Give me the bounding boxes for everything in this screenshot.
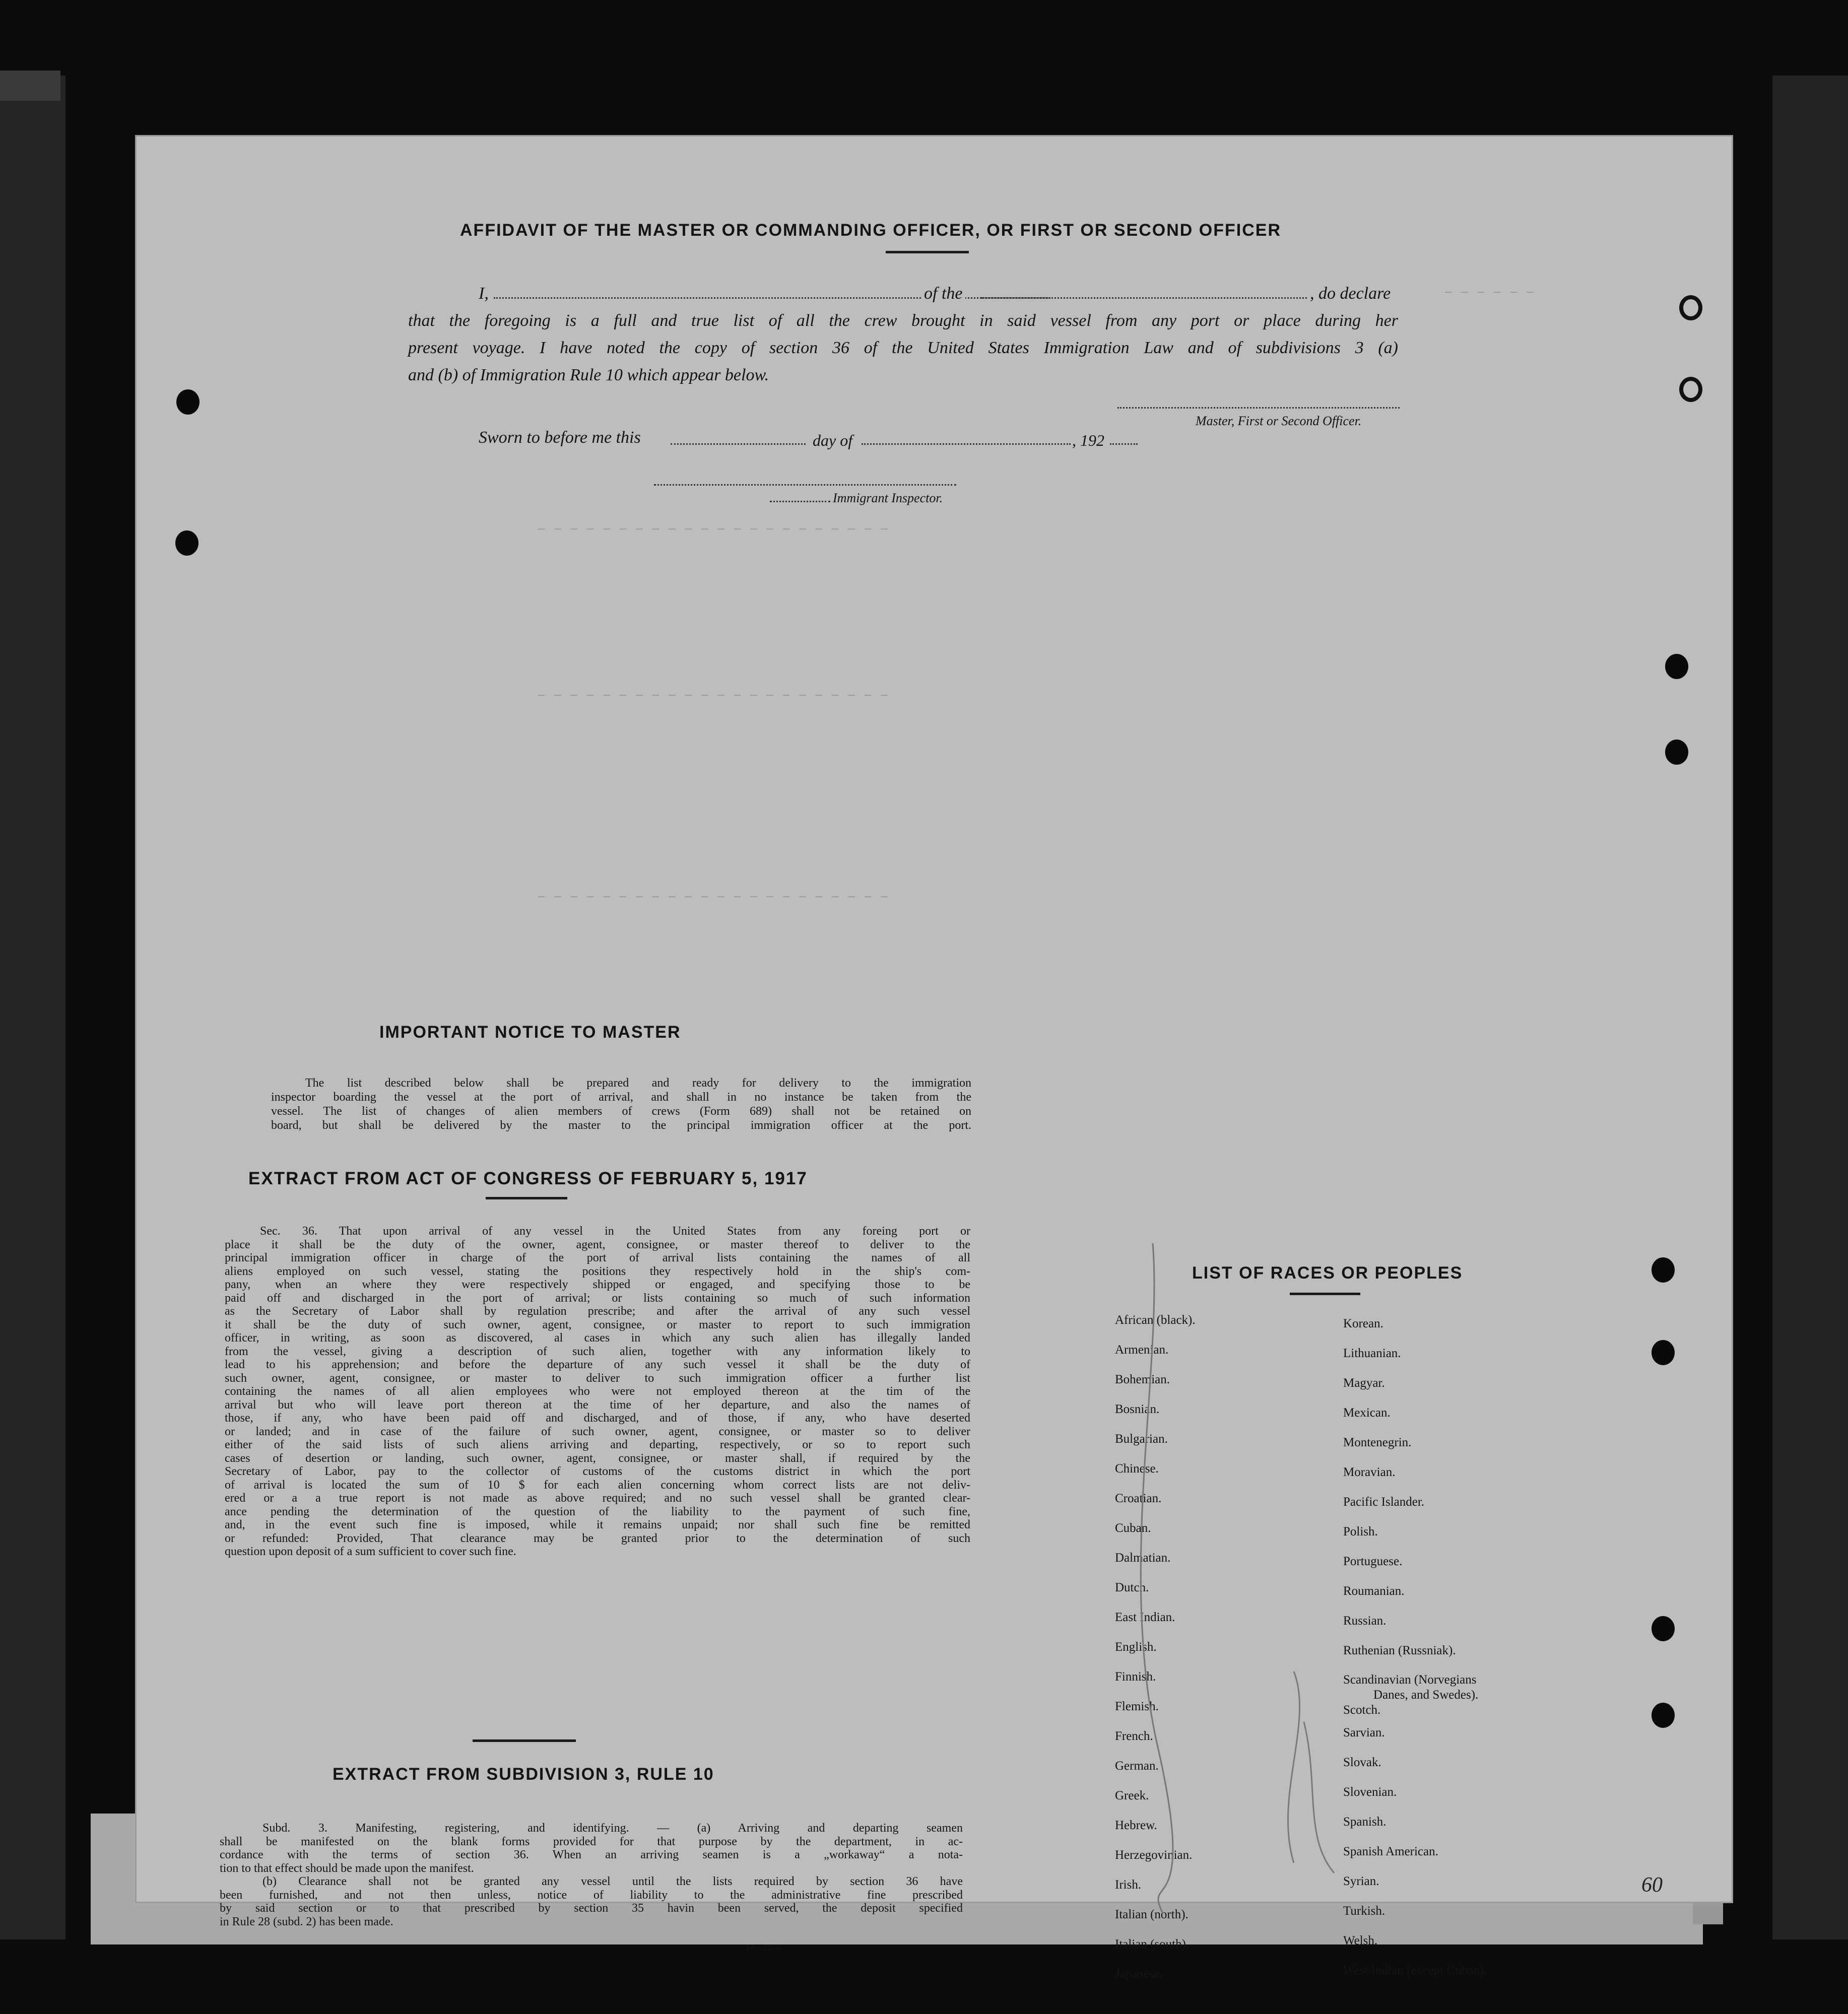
rule-line: tion to that effect should be made upon the manifest. [220, 1861, 474, 1875]
scan-border-left [0, 76, 65, 1939]
rule-line: (b) Clearance shall not be granted any vessel until the lists required by section 36 have [262, 1875, 963, 1888]
race-item: Scandinavian (Norvegians [1343, 1673, 1477, 1687]
notice-line: The list described below shall be prepared and ready for delivery to the immigration [305, 1077, 971, 1090]
affidavit-of-the: of the [921, 284, 965, 303]
affidavit-line-4: and (b) of Immigration Rule 10 which appear below. [408, 366, 769, 384]
punch-hole [175, 530, 199, 556]
race-item: Spanish. [1343, 1815, 1387, 1829]
act-line: Sec. 36. That upon arrival of any vessel in the United States from any foreing port or [260, 1225, 970, 1238]
inspector-label: Immigrant Inspector. [833, 491, 943, 505]
race-item: Ruthenian (Russniak). [1343, 1644, 1456, 1657]
race-item: Italian (north). [1115, 1908, 1189, 1921]
year-blank [1110, 443, 1138, 445]
act-text [225, 1225, 970, 1559]
act-line: from the vessel, giving a description of such alien, together with any information likely to [225, 1345, 970, 1358]
notice-line: vessel. The list of changes of alien members of crews (Form 689) shall not be retained on [271, 1105, 971, 1118]
act-line: of arrival is located the sum of 10 $ for each alien concerning whom correct lists are not deliv- [225, 1478, 970, 1492]
form-number: 14—1240 [746, 1943, 781, 1952]
act-line: or landed; and in case of the failure of such owner, agent, consignee, or master so to deliver [225, 1425, 970, 1438]
race-item: West Indian (except Cuban). [1343, 1964, 1487, 1977]
race-item: Welsh. [1343, 1934, 1378, 1948]
act-line: ance pending the determination of the question of the liability to the payment of such fine, [225, 1505, 970, 1518]
rule-line: cordance with the terms of section 36. When an arriving seamen is a „workaway“ a nota- [220, 1848, 963, 1861]
punch-hole [1652, 1257, 1675, 1283]
race-item: Japanese. [1115, 1967, 1163, 1981]
scan-border-right [1772, 76, 1848, 1939]
title-rule [886, 251, 969, 253]
act-line: ered or a a true report is not made as above required; and no such vessel shall be granted clear- [225, 1492, 970, 1505]
rule-line: in Rule 28 (subd. 2) has been made. [220, 1915, 393, 1928]
race-item: Flemish. [1115, 1700, 1159, 1713]
vessel-blank [981, 297, 1320, 299]
race-item: Scotch. [1343, 1703, 1381, 1717]
rule-text [220, 1822, 963, 1928]
race-item: Hebrew. [1115, 1819, 1157, 1832]
race-item: East Indian. [1115, 1610, 1175, 1624]
notice-title: IMPORTANT NOTICE TO MASTER [379, 1023, 681, 1042]
punch-hole [1652, 1703, 1675, 1728]
day-blank [671, 443, 806, 445]
act-line: cases of desertion or landing, such owner, agent, consignee, or master shall, if required by the [225, 1451, 970, 1465]
punch-hole [1679, 295, 1702, 320]
bleed-through-text: — — — — — — — — — — — — — — — — — — — — — — [538, 523, 889, 535]
act-line: place it shall be the duty of the owner, agent, consignee, or master thereof to deliver to the [225, 1238, 970, 1251]
affidavit-title: AFFIDAVIT OF THE MASTER OR COMMANDING OFFICER, OR FIRST OR SECOND OFFICER [460, 221, 1281, 240]
pencil-scribble [992, 1218, 1445, 1923]
race-item: Italian (south). [1115, 1937, 1190, 1951]
rule-title: EXTRACT FROM SUBDIVISION 3, RULE 10 [333, 1765, 714, 1784]
act-line: such owner, agent, consignee, or master to deliver to such immigration officer a further list [225, 1371, 970, 1385]
race-item: Chinese. [1115, 1462, 1159, 1475]
punch-hole [1652, 1340, 1675, 1365]
race-item: Magyar. [1343, 1376, 1385, 1390]
race-item: Russian. [1343, 1614, 1387, 1628]
act-line: paid off and discharged in the port of arrival; or lists containing so much of such information [225, 1291, 970, 1305]
page-mark: 60 [1641, 1873, 1663, 1897]
bleed-through-text: — — — — — — [1445, 286, 1535, 299]
race-item: Slovak. [1343, 1756, 1381, 1769]
act-line: and, in the event such fine is imposed, while it remains unpaid; nor shall such fine be remitted [225, 1518, 970, 1531]
day-of-text: day of [813, 431, 853, 449]
year-text: , 192 [1072, 431, 1104, 449]
act-title-rule [486, 1197, 567, 1199]
race-item: Armenian. [1115, 1343, 1169, 1357]
race-item: Spanish American. [1343, 1845, 1438, 1858]
notice-text [271, 1076, 971, 1132]
race-item: Mexican. [1343, 1406, 1391, 1420]
act-line: principal immigration officer in charge of the port of arrival lists containing the names of all [225, 1251, 970, 1264]
act-line: officer, in writing, as soon as discovered, al cases in which any such alien has illegally landed [225, 1331, 970, 1345]
section-rule [473, 1739, 576, 1742]
race-item: Danes, and Swedes). [1373, 1688, 1479, 1702]
document-page [135, 135, 1733, 1981]
notice-line: inspector boarding the vessel at the port of arrival, and shall in no instance be taken from the [271, 1091, 971, 1104]
act-line: as the Secretary of Labor shall by regulation prescribe; and after the arrival of any such vessel [225, 1305, 970, 1318]
race-item: Portuguese. [1343, 1555, 1403, 1568]
rule-line: been furnished, and not then unless, notice of liability to the administrative fine prescribed [220, 1888, 963, 1902]
affidavit-line-i: I, [479, 284, 489, 303]
act-line: it shall be the duty of such owner, agent, consignee, or master to report to such immigration [225, 1318, 970, 1331]
inspector-dotted-lead [770, 501, 830, 502]
master-signature-label: Master, First or Second Officer. [1196, 414, 1362, 428]
punch-hole [1679, 377, 1702, 402]
race-item: Turkish. [1343, 1904, 1385, 1918]
race-item: Slovenian. [1343, 1785, 1397, 1799]
race-item: Croatian. [1115, 1492, 1162, 1505]
act-line: Secretary of Labor, pay to the collector of customs of the customs district in which the port [225, 1465, 970, 1478]
punch-hole [1665, 740, 1688, 765]
race-item: English. [1115, 1640, 1157, 1654]
punch-hole [1652, 1616, 1675, 1641]
race-item: Moravian. [1343, 1465, 1396, 1479]
race-item: Bosnian. [1115, 1402, 1160, 1416]
race-item: Cuban. [1115, 1521, 1151, 1535]
affidavit-do-declare: , do declare [1308, 284, 1393, 303]
act-line: either of the said lists of such aliens arriving and departing, respectively, or so to report such [225, 1438, 970, 1451]
race-item: Finnish. [1115, 1670, 1156, 1684]
race-item: Sarvian. [1343, 1726, 1385, 1739]
race-item: Polish. [1343, 1525, 1378, 1538]
notice-line: board, but shall be delivered by the master to the principal immigration officer at the port. [271, 1119, 971, 1132]
race-item: Dutch. [1115, 1581, 1149, 1594]
act-line: aliens employed on such vessel, stating the positions they respectively hold in the ship's com- [225, 1264, 970, 1278]
act-line: lead to his apprehension; and before the departure of any such vessel it shall be the duty of [225, 1358, 970, 1371]
affidavit-line-2: that the foregoing is a full and true list of all the crew brought in said vessel from any port or place during her [408, 311, 1398, 330]
act-line: those, if any, who have been paid off and discharged, and of those, if any, who have deserted [225, 1412, 970, 1425]
bleed-through-text: — — — — — — — — — — — — — — — — — — — — — — [538, 689, 889, 702]
punch-hole [176, 389, 200, 415]
scan-edge-fragment [0, 71, 60, 101]
race-item: Pacific Islander. [1343, 1495, 1425, 1509]
race-item: Bohemian. [1115, 1373, 1170, 1386]
race-item: Montenegrin. [1343, 1436, 1412, 1449]
race-item: Irish. [1115, 1878, 1142, 1892]
act-line: question upon deposit of a sum sufficient to cover such fine. [225, 1545, 516, 1558]
race-item: Roumanian. [1343, 1584, 1405, 1598]
rule-line: by said section or to that prescribed by section 35 havin been served, the deposit specified [220, 1902, 963, 1915]
act-title: EXTRACT FROM ACT OF CONGRESS OF FEBRUARY 5, 1917 [248, 1169, 808, 1188]
act-line: arrival but who will leave port thereon at the time of her departure, and also the names of [225, 1398, 970, 1412]
race-item: German. [1115, 1759, 1159, 1773]
race-item: Korean. [1343, 1317, 1383, 1330]
race-item: Herzegovinian. [1115, 1848, 1193, 1862]
race-item: Dalmatian. [1115, 1551, 1171, 1565]
inspector-signature-blank [654, 484, 956, 486]
act-line: containing the names of all alien employees who were not employed thereon at the tim of the [225, 1385, 970, 1398]
sworn-text: Sworn to before me this [479, 428, 641, 447]
rule-line: Subd. 3. Manifesting, registering, and identifying. — (a) Arriving and departing seamen [262, 1822, 963, 1835]
races-title: LIST OF RACES OR PEOPLES [1192, 1263, 1463, 1283]
signature-blank [1117, 407, 1400, 409]
name-blank [494, 297, 1050, 299]
bleed-through-text: — — — — — — — — — — — — — — — — — — — — — — [538, 891, 889, 903]
race-item: French. [1115, 1729, 1153, 1743]
race-item: African (black). [1115, 1313, 1196, 1327]
race-item: Greek. [1115, 1789, 1149, 1802]
race-item: Bulgarian. [1115, 1432, 1168, 1446]
act-line: pany, when an where they were respectively shipped or engaged, and specifying those to be [225, 1278, 970, 1291]
rule-line: shall be manifested on the blank forms provided for that purpose by the department, in ac- [220, 1835, 963, 1848]
punch-hole [1665, 654, 1688, 679]
act-line: or refunded: Provided, That clearance may be granted prior to the determination of such [225, 1531, 970, 1545]
race-item: Syrian. [1343, 1874, 1379, 1888]
affidavit-line-3: present voyage. I have noted the copy of section 36 of the United States Immigration Law and of subdivisions 3 (a) [408, 339, 1398, 357]
month-blank [862, 443, 1071, 445]
race-item: Lithuanian. [1343, 1347, 1401, 1360]
